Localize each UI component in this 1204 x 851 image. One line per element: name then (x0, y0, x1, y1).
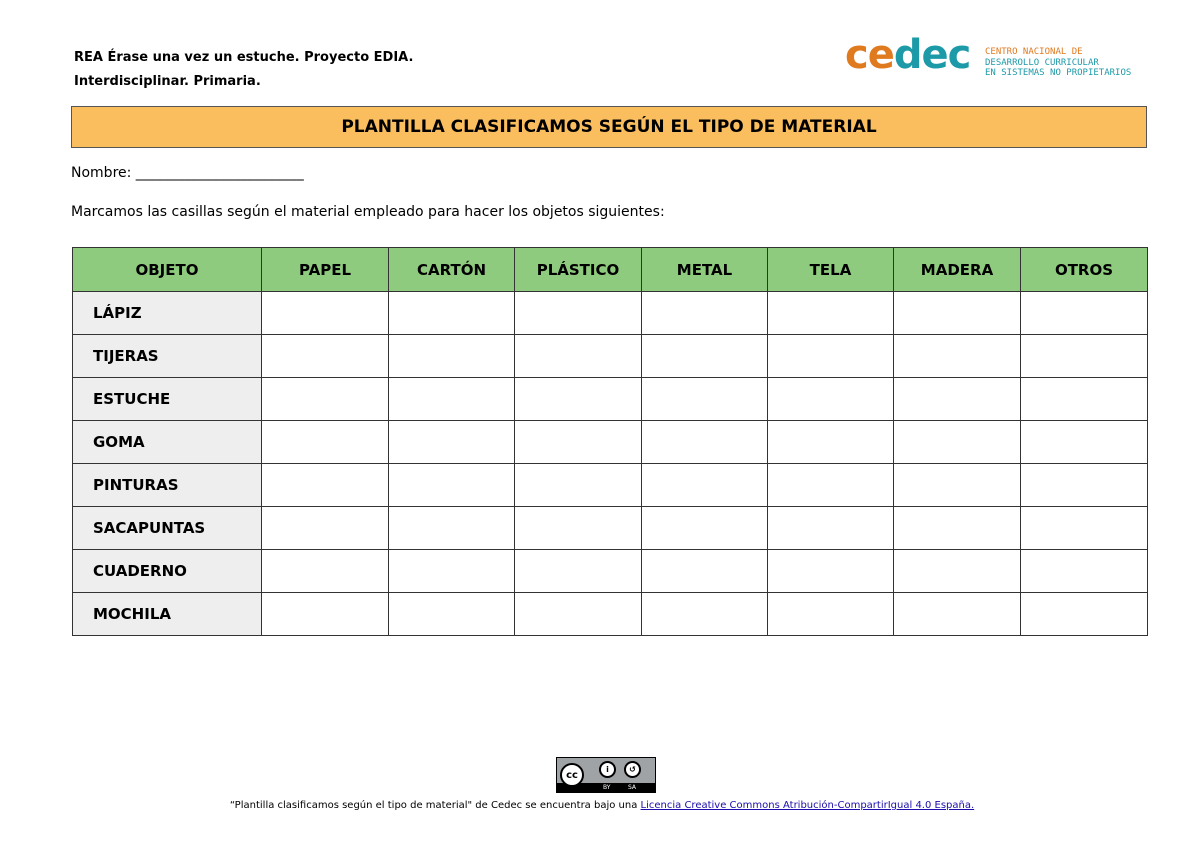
checkbox-cell[interactable] (389, 335, 515, 378)
checkbox-cell[interactable] (1021, 335, 1148, 378)
logo-subtitle (985, 47, 1131, 79)
table-header-row (73, 248, 1148, 292)
checkbox-cell[interactable] (262, 292, 389, 335)
checkbox-cell[interactable] (262, 378, 389, 421)
object-name-cell: GOMA (73, 421, 262, 464)
checkbox-cell[interactable] (1021, 378, 1148, 421)
column-header-tela: TELA (768, 248, 894, 292)
table-row (73, 292, 1148, 335)
by-label: BY (603, 784, 611, 791)
table-row (73, 378, 1148, 421)
license-link[interactable]: Licencia Creative Commons Atribución-CompartirIgual 4.0 España. (640, 800, 975, 811)
checkbox-cell[interactable] (642, 335, 768, 378)
material-classification-table (72, 247, 1148, 636)
license-text: “Plantilla clasificamos según el tipo de material" de Cedec se encuentra bajo una (229, 800, 641, 811)
checkbox-cell[interactable] (642, 507, 768, 550)
checkbox-cell[interactable] (768, 292, 894, 335)
sa-label: SA (628, 784, 637, 791)
checkbox-cell[interactable] (262, 335, 389, 378)
checkbox-cell[interactable] (389, 593, 515, 636)
table-row (73, 593, 1148, 636)
object-name-cell: MOCHILA (73, 593, 262, 636)
logo-subtitle-line-1: CENTRO NACIONAL DE (985, 47, 1083, 57)
logo-dec: dec (893, 32, 971, 78)
checkbox-cell[interactable] (515, 378, 642, 421)
checkbox-cell[interactable] (1021, 550, 1148, 593)
table-row (73, 464, 1148, 507)
checkbox-cell[interactable] (515, 593, 642, 636)
checkbox-cell[interactable] (894, 507, 1021, 550)
checkbox-cell[interactable] (389, 421, 515, 464)
checkbox-cell[interactable] (1021, 507, 1148, 550)
license-footer (0, 800, 1204, 811)
creative-commons-by-sa-icon (556, 757, 656, 793)
checkbox-cell[interactable] (642, 550, 768, 593)
column-header-plastico: PLÁSTICO (515, 248, 642, 292)
checkbox-cell[interactable] (515, 421, 642, 464)
checkbox-cell[interactable] (389, 507, 515, 550)
checkbox-cell[interactable] (1021, 421, 1148, 464)
checkbox-cell[interactable] (768, 378, 894, 421)
page-title: PLANTILLA CLASIFICAMOS SEGÚN EL TIPO DE MATERIAL (71, 106, 1147, 148)
table-row (73, 550, 1148, 593)
checkbox-cell[interactable] (894, 421, 1021, 464)
column-header-papel: PAPEL (262, 248, 389, 292)
checkbox-cell[interactable] (642, 378, 768, 421)
attribution-icon: i (599, 761, 616, 778)
checkbox-cell[interactable] (642, 421, 768, 464)
checkbox-cell[interactable] (262, 421, 389, 464)
instruction-text: Marcamos las casillas según el material empleado para hacer los objetos siguientes: (71, 204, 665, 220)
checkbox-cell[interactable] (389, 378, 515, 421)
object-name-cell: LÁPIZ (73, 292, 262, 335)
object-name-cell: PINTURAS (73, 464, 262, 507)
checkbox-cell[interactable] (515, 550, 642, 593)
checkbox-cell[interactable] (1021, 464, 1148, 507)
checkbox-cell[interactable] (894, 378, 1021, 421)
checkbox-cell[interactable] (389, 550, 515, 593)
checkbox-cell[interactable] (515, 464, 642, 507)
checkbox-cell[interactable] (642, 292, 768, 335)
checkbox-cell[interactable] (768, 421, 894, 464)
checkbox-cell[interactable] (262, 550, 389, 593)
share-alike-icon: ↺ (624, 761, 641, 778)
checkbox-cell[interactable] (894, 292, 1021, 335)
checkbox-cell[interactable] (768, 507, 894, 550)
table-body (73, 292, 1148, 636)
object-name-cell: SACAPUNTAS (73, 507, 262, 550)
checkbox-cell[interactable] (894, 464, 1021, 507)
logo-wordmark (845, 32, 970, 78)
object-name-cell: TIJERAS (73, 335, 262, 378)
object-name-cell: ESTUCHE (73, 378, 262, 421)
checkbox-cell[interactable] (768, 464, 894, 507)
checkbox-cell[interactable] (768, 335, 894, 378)
checkbox-cell[interactable] (894, 593, 1021, 636)
header-line-2: Interdisciplinar. Primaria. (74, 74, 261, 89)
logo-ce: ce (845, 32, 894, 78)
logo-subtitle-line-3: EN SISTEMAS NO PROPIETARIOS (985, 68, 1132, 78)
checkbox-cell[interactable] (768, 593, 894, 636)
checkbox-cell[interactable] (768, 550, 894, 593)
checkbox-cell[interactable] (262, 593, 389, 636)
checkbox-cell[interactable] (389, 292, 515, 335)
checkbox-cell[interactable] (389, 464, 515, 507)
checkbox-cell[interactable] (515, 335, 642, 378)
table-row (73, 507, 1148, 550)
document-header (74, 46, 413, 94)
checkbox-cell[interactable] (642, 593, 768, 636)
table-row (73, 421, 1148, 464)
column-header-otros: OTROS (1021, 248, 1148, 292)
checkbox-cell[interactable] (262, 464, 389, 507)
name-field-label: Nombre: ________________________ (71, 165, 304, 181)
object-name-cell: CUADERNO (73, 550, 262, 593)
column-header-madera: MADERA (894, 248, 1021, 292)
header-line-1: REA Érase una vez un estuche. Proyecto EDIA. (74, 50, 414, 65)
checkbox-cell[interactable] (642, 464, 768, 507)
checkbox-cell[interactable] (894, 335, 1021, 378)
checkbox-cell[interactable] (894, 550, 1021, 593)
checkbox-cell[interactable] (1021, 593, 1148, 636)
checkbox-cell[interactable] (1021, 292, 1148, 335)
column-header-metal: METAL (642, 248, 768, 292)
checkbox-cell[interactable] (515, 292, 642, 335)
logo-subtitle-line-2: DESARROLLO CURRICULAR (985, 57, 1099, 68)
checkbox-cell[interactable] (262, 507, 389, 550)
table-row (73, 335, 1148, 378)
column-header-carton: CARTÓN (389, 248, 515, 292)
column-header-objeto: OBJETO (73, 248, 262, 292)
cc-icon: cc (560, 763, 584, 787)
checkbox-cell[interactable] (515, 507, 642, 550)
